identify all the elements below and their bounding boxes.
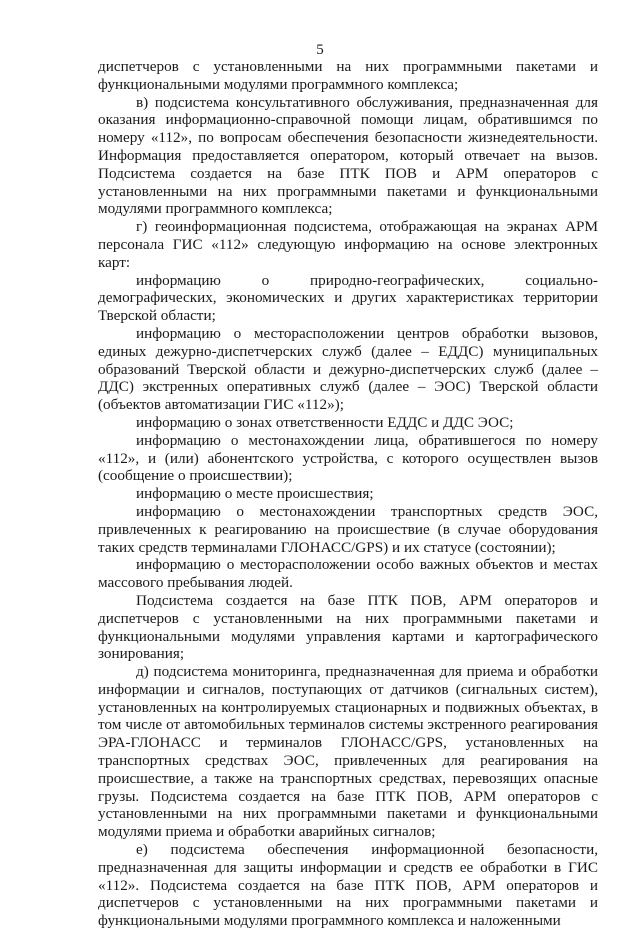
paragraph-geo-info-objects: информацию о месторасположении особо важных объектов и местах массового пребывания людей.	[98, 556, 598, 592]
paragraph-security-subsystem: е) подсистема обеспечения информационной безопасности, предназначенная для защиты информации и средств ее обработки в ГИС «112». Подсистема создается на базе ПТК ПОВ, АРМ операторов и диспетчеров с установленными на них программными пакетами и функциональными модулями программного комплекса и наложенными	[98, 841, 598, 930]
paragraph-geo-info-zones: информацию о зонах ответственности ЕДДС и ДДС ЭОС;	[136, 413, 514, 431]
paragraph-monitoring-subsystem: д) подсистема мониторинга, предназначенная для приема и обработки информации и сигналов, поступающих от датчиков (сигнальных систем), установленных на контролируемых стационарных и подвижных объектах, в том числе от автомобильных терминалов системы экстренного реагирования ЭРА-ГЛОНАСС и терминалов ГЛОНАСС/GPS, установленных на транспортных средствах ЭОС, привлеченных для реагирования на происшествие, а также на транспортных средствах, перевозящих опасные грузы. Подсистема создается на базе ПТК ПОВ, АРМ операторов с установленными на них программными пакетами и функциональными модулями приема и обработки аварийных сигналов;	[98, 663, 598, 841]
document-body	[98, 58, 598, 930]
page-number: 5	[316, 42, 324, 58]
paragraph-geo-info-centers: информацию о месторасположении центров обработки вызовов, единых дежурно-диспетчерских служб (далее – ЕДДС) муниципальных образований Тверской области и дежурно-диспетчерских служб (далее – ДДС) экстренных оперативных служб (далее – ЭОС) Тверской области (объектов автоматизации ГИС «112»);	[98, 324, 598, 414]
paragraph-geo-info-incident-place: информацию о месте происшествия;	[136, 485, 374, 503]
paragraph-consulting-subsystem: в) подсистема консультативного обслуживания, предназначенная для оказания информационно-справочной помощи лицам, обратившимся по номеру «112», по вопросам обеспечения безопасности жизнедеятельности. Информация предоставляется оператором, который отвечает на вызов. Подсистема создается на базе ПТК ПОВ и АРМ операторов с установленными на них программными пакетами и функциональными модулями программного комплекса;	[98, 93, 598, 218]
paragraph-geo-subsystem-basis: Подсистема создается на базе ПТК ПОВ, АРМ операторов и диспетчеров с установленными на них программными пакетами и функциональными модулями управления картами и картографического зонирования;	[98, 591, 598, 663]
paragraph-continuation: диспетчеров с установленными на них программными пакетами и функциональными модулями программного комплекса;	[98, 58, 598, 93]
paragraph-geo-info-caller-location: информацию о местонахождении лица, обратившегося по номеру «112», и (или) абонентского устройства, с которого осуществлен вызов (сообщение о происшествии);	[98, 431, 598, 485]
paragraph-geo-info-vehicles: информацию о местонахождении транспортных средств ЭОС, привлеченных к реагированию на происшествие (в случае оборудования таких средств терминалами ГЛОНАСС/GPS) и их статусе (состоянии);	[98, 502, 598, 556]
paragraph-geo-info-natural: информацию о природно-географических, социально-демографических, экономических и других характеристиках территории Тверской области;	[98, 271, 598, 325]
paragraph-geoinformation-subsystem: г) геоинформационная подсистема, отображающая на экранах АРМ персонала ГИС «112» следующую информацию на основе электронных карт:	[98, 218, 598, 271]
